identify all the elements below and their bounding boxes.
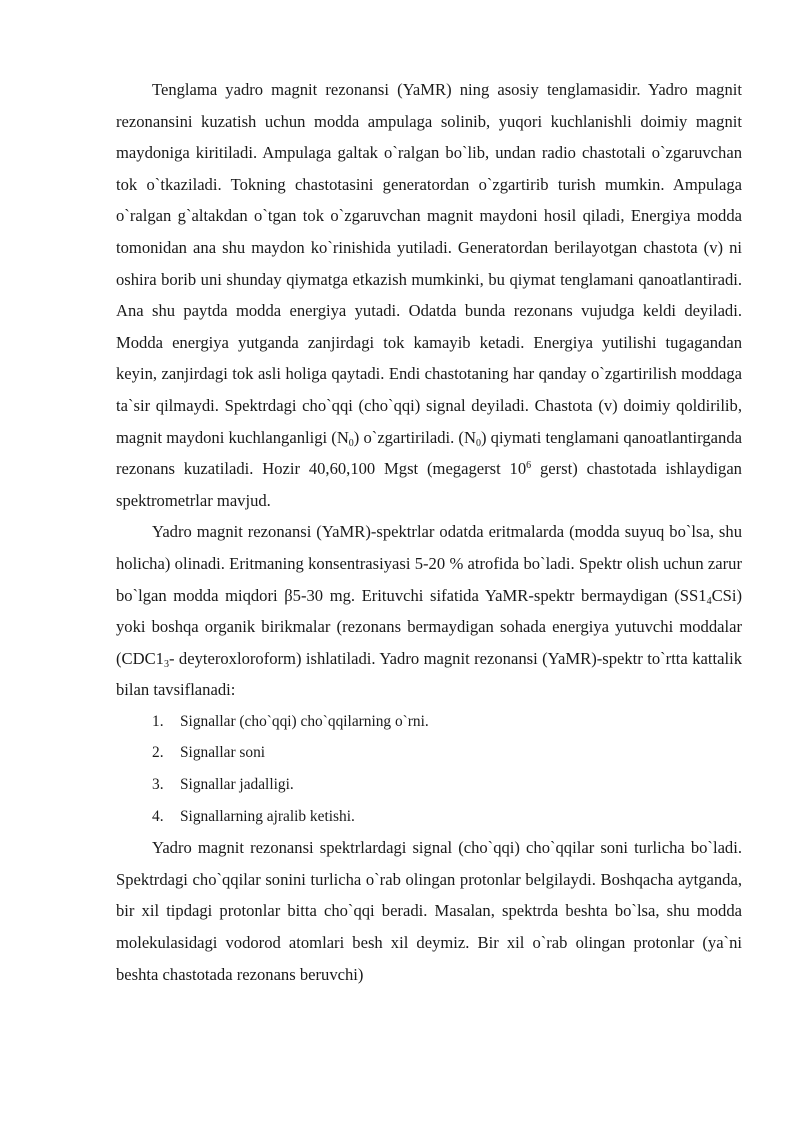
- list-text: Signallar soni: [180, 744, 266, 762]
- text-run: ) o`zgartiriladi. (N: [353, 427, 476, 447]
- list-item: [116, 801, 742, 833]
- numbered-list: [116, 706, 742, 832]
- text-run: CSi) yoki boshqa organik birikmalar (rezonans bermaydigan sohada energiya yutuvchi moddalar (CDC1: [116, 585, 742, 668]
- paragraph-nmr-solutions: [116, 516, 742, 706]
- text-run: Yadro magnit rezonansi (YaMR)-spektrlar odatda eritmalarda (modda suyuq bo`lsa, shu holicha) olinadi. Eritmaning konsentrasiyasi 5-20 % atrofida bo`ladi. Spektr olish uchun zarur bo`lgan modda miqdori β5-30 mg. Erituvchi sifatida YaMR-spektr bermaydigan (SS1: [116, 522, 742, 605]
- list-text: Signallar jadalligi.: [180, 776, 294, 794]
- subscript: 3: [163, 658, 169, 670]
- superscript: 6: [526, 460, 532, 472]
- list-number: 4.: [152, 807, 164, 825]
- text-run: Tenglama yadro magnit rezonansi (YaMR) ning asosiy tenglamasidir. Yadro magnit rezonansini kuzatish uchun modda ampulaga solinib, yuqori kuchlanishli doimiy magnit maydoniga kiritiladi. Ampulaga galtak o`ralgan bo`lib, undan radio chastotali o`zgaruvchan tok o`tkaziladi. Tokning chastotasini generatordan o`zgartirib turish mumkin. Ampulaga o`ralgan g`altakdan o`tgan tok o`zgaruvchan magnit maydoni hosil qiladi, Energiya modda tomonidan ana shu maydon ko`rinishida yutiladi. Generatordan berilayotgan chastota (v) ni oshira borib uni shunday qiymatga etkazish mumkinki, bu qiymat tenglamani qanoatlantiradi. Ana shu paytda modda energiya yutadi. Odatda bunda rezonans vujudga keldi deyiladi. Modda energiya yutganda zanjirdagi tok kamayib ketadi. Energiya yutilishi tugagandan keyin, zanjirdagi tok asli holiga qaytadi. Endi chastotaning har qanday o`zgartirilish moddaga ta`sir qilmaydi. Spektrdagi cho`qqi (cho`qqi) signal deyiladi. Chastota (v) doimiy qoldirilib, magnit maydoni kuchlanganligi (N: [116, 80, 742, 447]
- text-run: ) qiymati tenglamani qanoatlantirganda rezonans kuzatiladi. Hozir 40,60,100 Mgst (megagerst 10: [116, 427, 742, 479]
- subscript: 4: [706, 595, 712, 607]
- list-number: 1.: [152, 712, 164, 730]
- subscript: 0: [475, 437, 481, 449]
- list-item: [116, 706, 742, 738]
- subscript: 0: [348, 437, 354, 449]
- paragraph-nmr-signals: Yadro magnit rezonansi spektrlardagi signal (cho`qqi) cho`qqilar soni turlicha bo`ladi. Spektrdagi cho`qqilar sonini turlicha o`rab olingan protonlar belgilaydi. Boshqacha aytganda, bir xil tipdagi protonlar bitta cho`qqi beradi. Masalan, spektrda beshta bo`lsa, shu modda molekulasidagi vodorod atomlari besh xil deymiz. Bir xil o`rab olingan protonlar (ya`ni beshta chastotada rezonans beruvchi): [116, 838, 742, 984]
- text-run: gerst) chastotada ishlaydigan spektrometrlar mavjud.: [116, 459, 742, 510]
- list-text: Signallarning ajralib ketishi.: [180, 807, 355, 825]
- text-run: - deyteroxloroform) ishlatiladi. Yadro magnit rezonansi (YaMR)-spektr to`rtta kattalik bilan tavsiflanadi:: [116, 648, 742, 700]
- list-text: Signallar (cho`qqi) cho`qqilarning o`rni.: [180, 712, 429, 730]
- list-item: [116, 769, 742, 801]
- list-item: [116, 737, 742, 769]
- list-number: 3.: [152, 776, 164, 794]
- paragraph-nmr-principle: [116, 74, 742, 516]
- list-number: 2.: [152, 744, 164, 762]
